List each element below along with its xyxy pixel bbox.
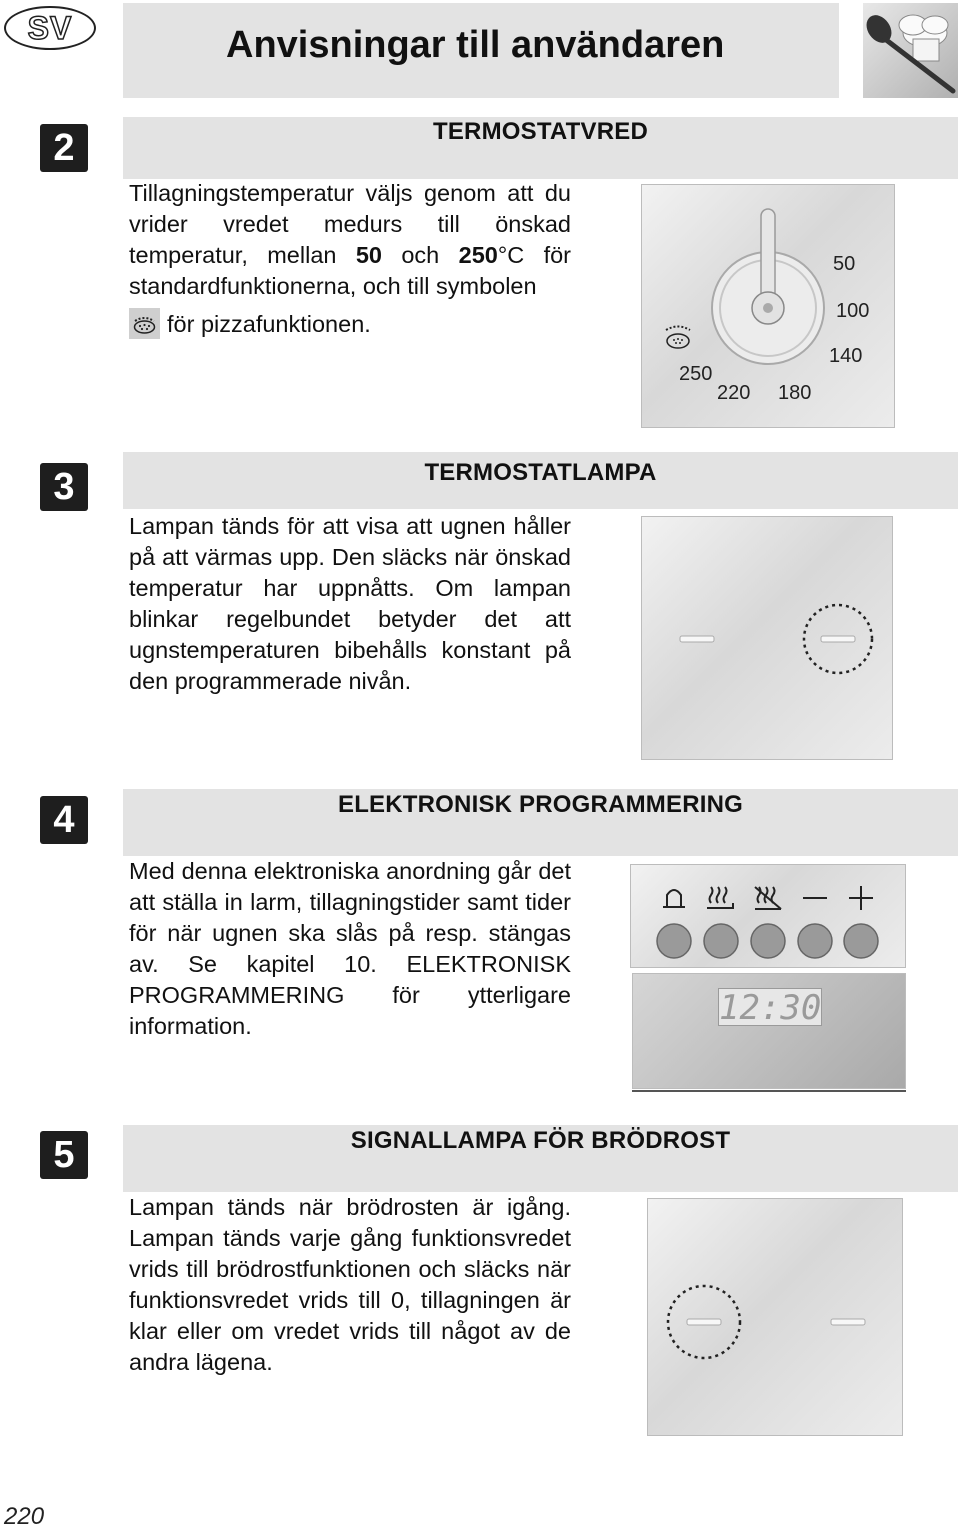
page-number: 220 xyxy=(4,1503,45,1530)
section-number-5: 5 xyxy=(40,1131,88,1179)
section-text-signallampa: Lampan tänds när brödrosten är igång. Lampan tänds varje gång funktionsvredet vrids till brödrostfunktionen och släcks när funktionsvredet vrids till 0, tillagningen är klar eller om vredet vrids till något av de andra lägena. xyxy=(129,1194,571,1375)
section-title-termostatvred: TERMOSTATVRED xyxy=(432,118,649,145)
language-badge: SV xyxy=(4,6,96,50)
programmer-button-panel xyxy=(630,864,906,968)
section-title-termostatlampa: TERMOSTATLAMPA xyxy=(424,459,657,486)
cooking-time-icon xyxy=(710,887,727,903)
temp-min: 50 xyxy=(355,242,382,268)
section-title-elektronisk-programmering: ELEKTRONISK PROGRAMMERING xyxy=(337,791,743,818)
text-part: och xyxy=(381,242,459,268)
programmer-clock-display: 12:30 xyxy=(719,988,822,1028)
text-part: Tillagningstemperatur väljs genom att du vrider vredet medurs till önskad temperatur, mellan xyxy=(129,180,571,268)
section-text-pizza: för pizzafunktionen. xyxy=(167,311,371,337)
temp-max: 250 xyxy=(458,242,498,268)
section-title-signallampa: SIGNALLAMPA FÖR BRÖDROST xyxy=(350,1127,731,1154)
section-text-termostatvred xyxy=(129,178,571,302)
chef-spoon-icon xyxy=(863,3,958,98)
dial-label-100: 100 xyxy=(836,300,870,322)
page-title: Anvisningar till användaren xyxy=(226,24,725,66)
dial-label-140: 140 xyxy=(829,345,863,367)
programmer-display-panel xyxy=(632,973,906,1089)
text-part: °C för standardfunktionerna, och till symbolen xyxy=(129,242,572,299)
dial-label-220: 220 xyxy=(717,382,751,404)
section-number-4: 4 xyxy=(40,796,88,844)
section-number-3: 3 xyxy=(40,463,88,511)
bell-icon xyxy=(667,890,681,907)
dial-label-180: 180 xyxy=(778,382,812,404)
section-text-elektronisk-programmering: Med denna elektroniska anordning går det att ställa in larm, tillagningstider samt tider för när ugnen ska slås på resp. stängas av. Se kapitel 10. ELEKTRONISK PROGRAMMERING för ytterligare information. xyxy=(129,858,571,1039)
dial-label-250: 250 xyxy=(679,363,713,385)
panel-divider xyxy=(632,1090,906,1092)
toaster-lamp-panel xyxy=(647,1198,903,1436)
thermostat-knob-panel xyxy=(641,184,895,428)
chef-logo xyxy=(863,3,958,98)
pizza-icon xyxy=(129,308,160,339)
thermostat-lamp-panel xyxy=(641,516,893,760)
dial-label-50: 50 xyxy=(833,253,856,275)
section-text-termostatlampa: Lampan tänds för att visa att ugnen håller på att värmas upp. Den släcks när önskad temperatur har uppnåtts. Om lampan blinkar regelbundet betyder det att ugnstemperaturen bibehålls konstant på den programmerade nivån. xyxy=(129,513,571,694)
section-number-2: 2 xyxy=(40,124,88,172)
